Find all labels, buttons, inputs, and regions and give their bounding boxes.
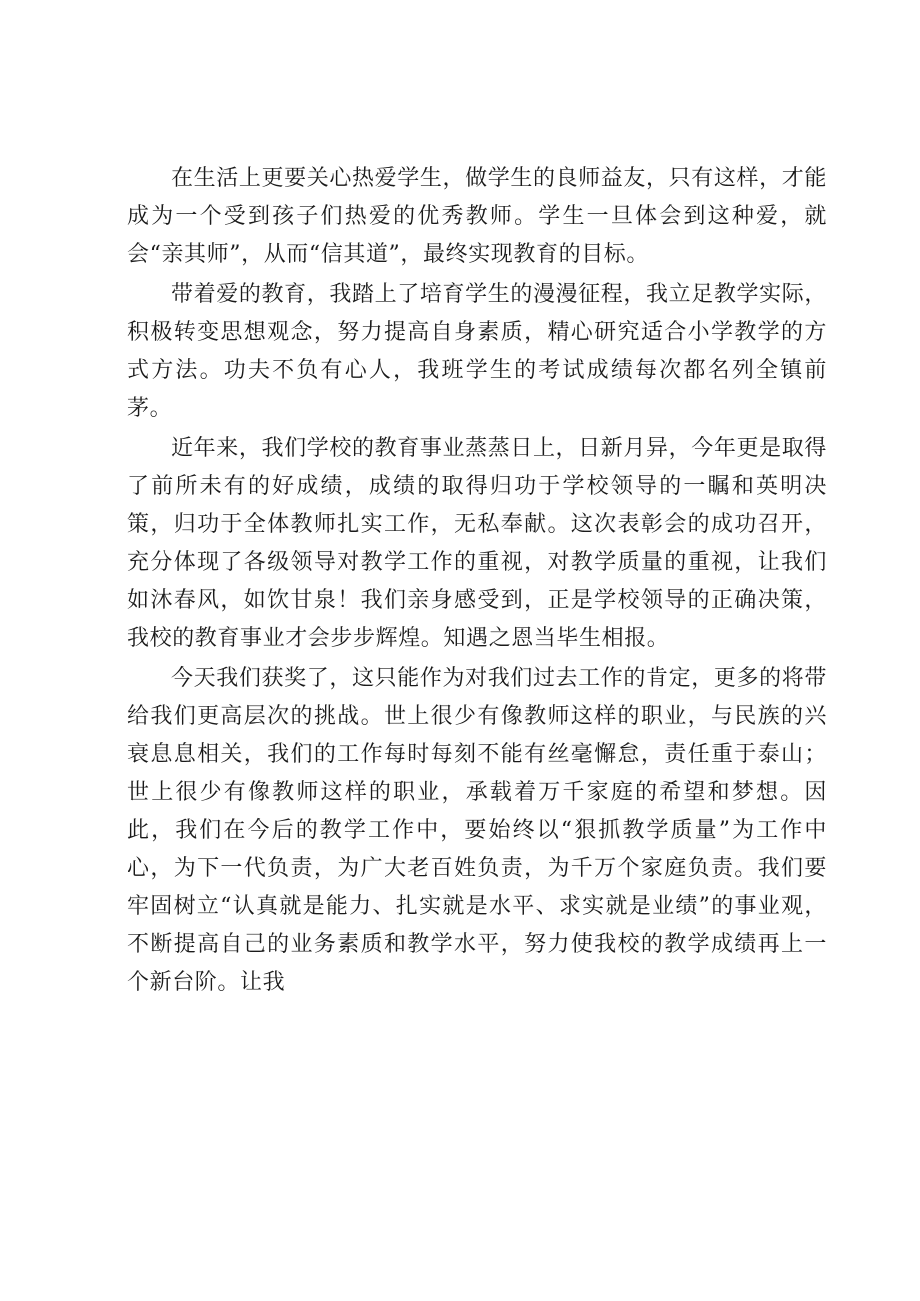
paragraph-4: 今天我们获奖了，这只能作为对我们过去工作的肯定，更多的将带给我们更高层次的挑战。世上很少有像教师这样的职业，与民族的兴衰息息相关，我们的工作每时每刻不能有丝毫懈怠，责任重于泰山；世上很少有像教师这样的职业，承载着万千家庭的希望和梦想。因此，我们在今后的教学工作中，要始终以“狠抓教学质量”为工作中心，为下一代负责，为广大老百姓负责，为千万个家庭负责。我们要牢固树立“认真就是能力、扎实就是水平、求实就是业绩”的事业观，不断提高自己的业务素质和教学水平，努力使我校的教学成绩再上一个新台阶。让我 — [127, 666, 827, 995]
paragraph-3: 近年来，我们学校的教育事业蒸蒸日上，日新月异，今年更是取得了前所未有的好成绩，成绩的取得归功于学校领导的一瞩和英明决策，归功于全体教师扎实工作，无私奉献。这次表彰会的成功召开，充分体现了各级领导对教学工作的重视，对教学质量的重视，让我们如沐春风，如饮甘泉！我们亲身感受到，正是学校领导的正确决策，我校的教育事业才会步步辉煌。知遇之恩当毕生相报。 — [127, 436, 827, 651]
paragraph-1: 在生活上更要关心热爱学生，做学生的良师益友，只有这样，才能成为一个受到孩子们热爱的优秀教师。学生一旦体会到这种爱，就会“亲其师”，从而“信其道”，最终实现教育的目标。 — [127, 166, 827, 267]
document-body — [127, 160, 827, 1004]
paragraph-2: 带着爱的教育，我踏上了培育学生的漫漫征程，我立足教学实际，积极转变思想观念，努力提高自身素质，精心研究适合小学教学的方式方法。功夫不负有心人，我班学生的考试成绩每次都名列全镇前茅。 — [127, 282, 827, 421]
